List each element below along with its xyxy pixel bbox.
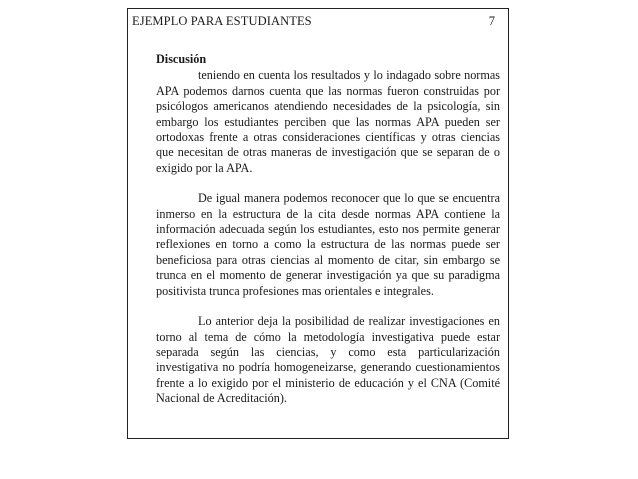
document-body <box>156 52 500 407</box>
paragraph-1: teniendo en cuenta los resultados y lo indagado sobre normas APA podemos darnos cuenta que las normas fueron construidas por psicólogos americanos atendiendo necesidades de la psicología, sin embargo los estudiantes perciben que las normas APA pueden ser ortodoxas frente a otras consideraciones científicas y otras ciencias que necesitan de otras maneras de investigación que se separan de o exigido por la APA. <box>156 68 500 175</box>
paragraph-3: Lo anterior deja la posibilidad de realizar investigaciones en torno al tema de cómo la metodología investigativa puede estar separada según las ciencias, y como esta particularización investigativa no podría homogeneizarse, generando cuestionamientos frente a lo exigido por el ministerio de educación y el CNA (Comité Nacional de Acreditación). <box>156 314 500 406</box>
document-page <box>127 8 509 439</box>
page-number: 7 <box>488 14 495 28</box>
paragraph-2: De igual manera podemos reconocer que lo que se encuentra inmerso en la estructura de la cita desde normas APA contiene la información adecuada según los estudiantes, esto nos permite generar reflexiones en torno a como la estructura de las normas puede ser beneficiosa para otras ciencias al momento de citar, sin embargo se trunca en el momento de generar investigación ya que su paradigma positivista trunca profesiones mas orientales e integrales. <box>156 191 500 298</box>
running-head: EJEMPLO PARA ESTUDIANTES <box>132 14 312 28</box>
section-heading: Discusión <box>156 52 207 66</box>
